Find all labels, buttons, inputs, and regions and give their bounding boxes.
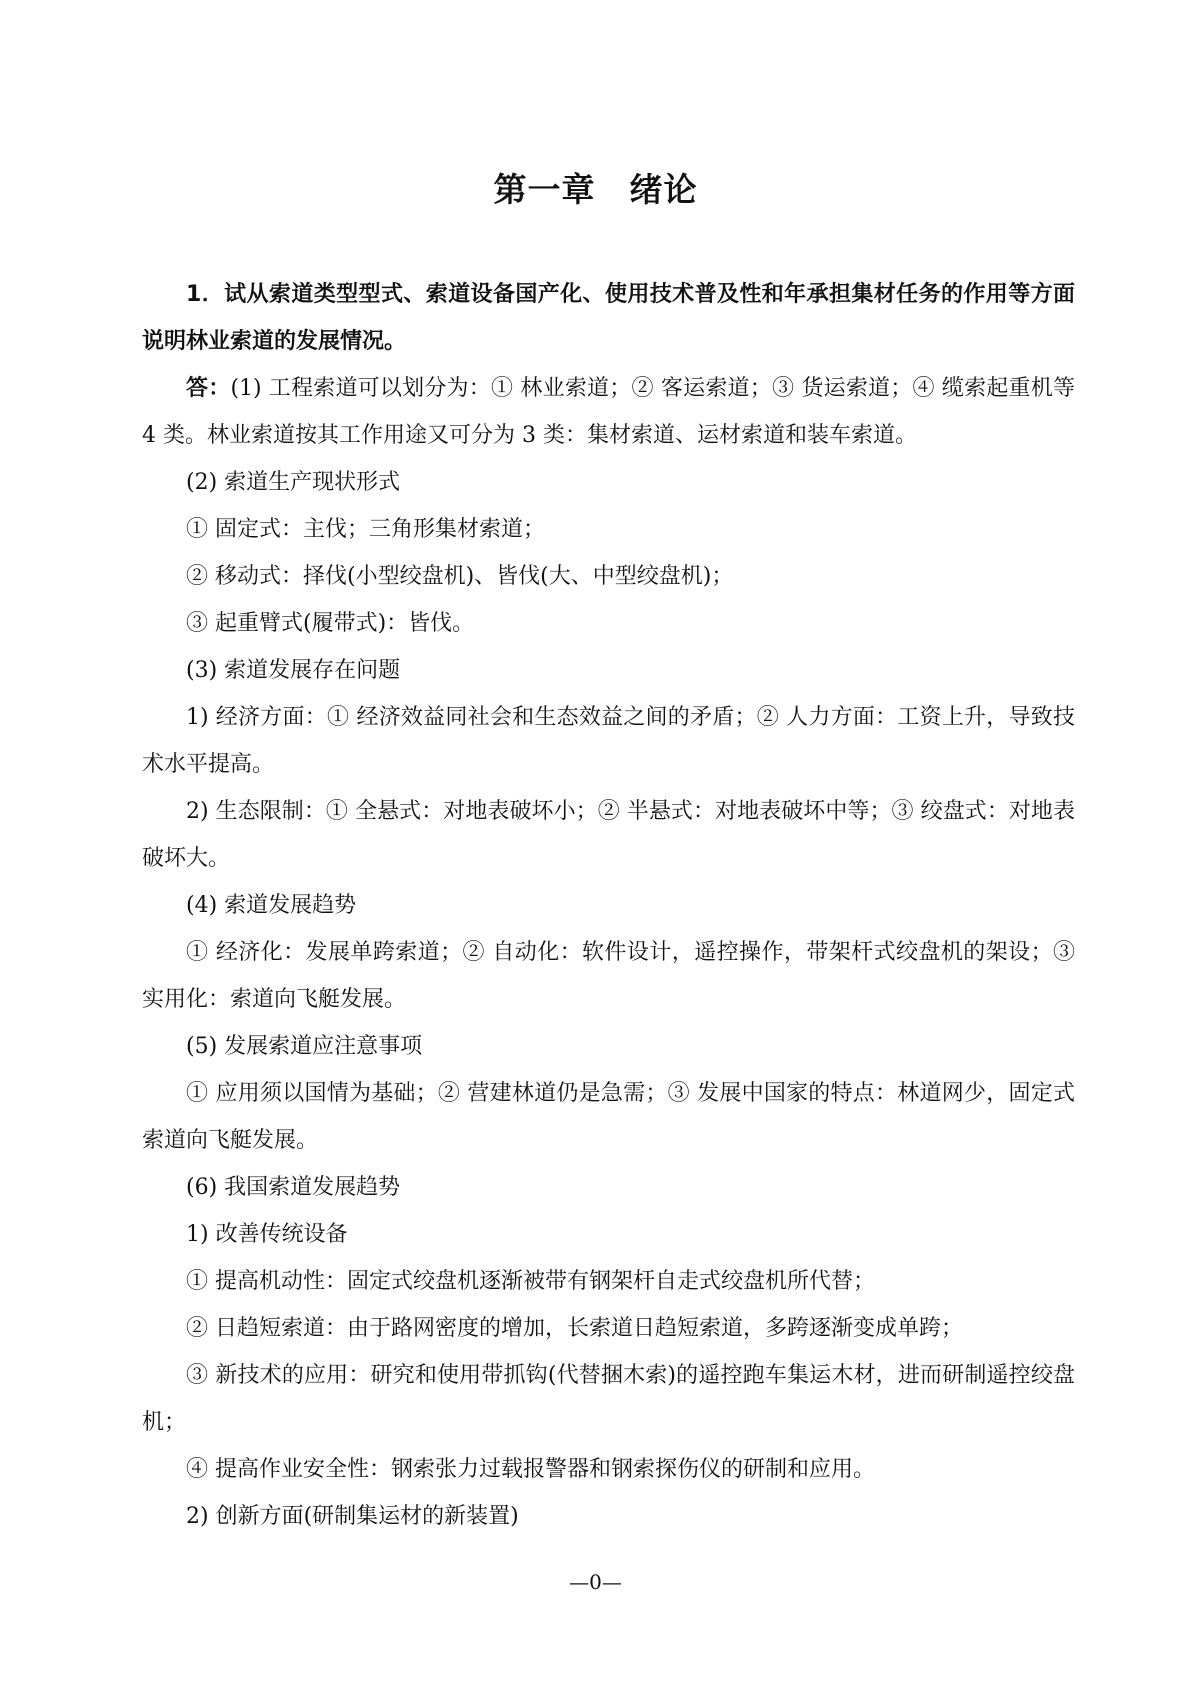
chapter-title [0, 168, 1191, 212]
body-paragraph: (6) 我国索道发展趋势 [186, 1175, 401, 1200]
body-paragraph: ④ 提高作业安全性：钢索张力过载报警器和钢索探伤仪的研制和应用。 [186, 1457, 875, 1482]
body-paragraph: ① 经济化：发展单跨索道；② 自动化：软件设计，遥控操作，带架杆式绞盘机的架设；③ 实用化：索道向飞艇发展。 [142, 940, 1075, 1012]
body-paragraph: ③ 新技术的应用：研究和使用带抓钩(代替捆木索)的遥控跑车集运木材，进而研制遥控绞盘机； [142, 1363, 1075, 1435]
answer-text: (1) 工程索道可以划分为：① 林业索道；② 客运索道；③ 货运索道；④ 缆索起重机等 4 类。林业索道按其工作用途又可分为 3 类：集材索道、运材索道和装车索道。 [142, 376, 1075, 448]
chapter-name: 绪论 [629, 170, 698, 209]
chapter-number: 第一章 [493, 170, 596, 209]
page-number: —0— [569, 1570, 622, 1594]
document-body [142, 271, 1075, 1540]
answer-paragraph [142, 365, 1075, 459]
answer-label: 答： [186, 376, 231, 401]
body-paragraph: 1) 经济方面：① 经济效益同社会和生态效益之间的矛盾；② 人力方面：工资上升，导致技术水平提高。 [142, 705, 1075, 777]
body-paragraph: ② 移动式：择伐(小型绞盘机)、皆伐(大、中型绞盘机)； [186, 564, 734, 589]
body-paragraph: 1) 改善传统设备 [186, 1222, 348, 1247]
body-paragraph: ① 固定式：主伐；三角形集材索道； [186, 517, 545, 542]
body-paragraph: ① 提高机动性：固定式绞盘机逐渐被带有钢架杆自走式绞盘机所代替； [186, 1269, 875, 1294]
body-paragraph: ③ 起重臂式(履带式)：皆伐。 [186, 611, 475, 636]
question-number: 1． [186, 282, 225, 307]
body-paragraph: (4) 索道发展趋势 [186, 893, 357, 918]
body-paragraph: 2) 创新方面(研制集运材的新装置) [186, 1504, 519, 1529]
body-paragraph: ② 日趋短索道：由于路网密度的增加，长索道日趋短索道，多跨逐渐变成单跨； [186, 1316, 963, 1341]
body-paragraph: (2) 索道生产现状形式 [186, 470, 401, 495]
body-paragraph: ① 应用须以国情为基础；② 营建林道仍是急需；③ 发展中国家的特点：林道网少，固定式索道向飞艇发展。 [142, 1081, 1075, 1153]
question-text: 试从索道类型型式、索道设备国产化、使用技术普及性和年承担集材任务的作用等方面说明林业索道的发展情况。 [142, 282, 1075, 354]
body-paragraph: 2) 生态限制：① 全悬式：对地表破坏小；② 半悬式：对地表破坏中等；③ 绞盘式：对地表破坏大。 [142, 799, 1075, 871]
body-paragraph: (5) 发展索道应注意事项 [186, 1034, 423, 1059]
question-paragraph [142, 271, 1075, 365]
body-paragraph: (3) 索道发展存在问题 [186, 658, 401, 683]
